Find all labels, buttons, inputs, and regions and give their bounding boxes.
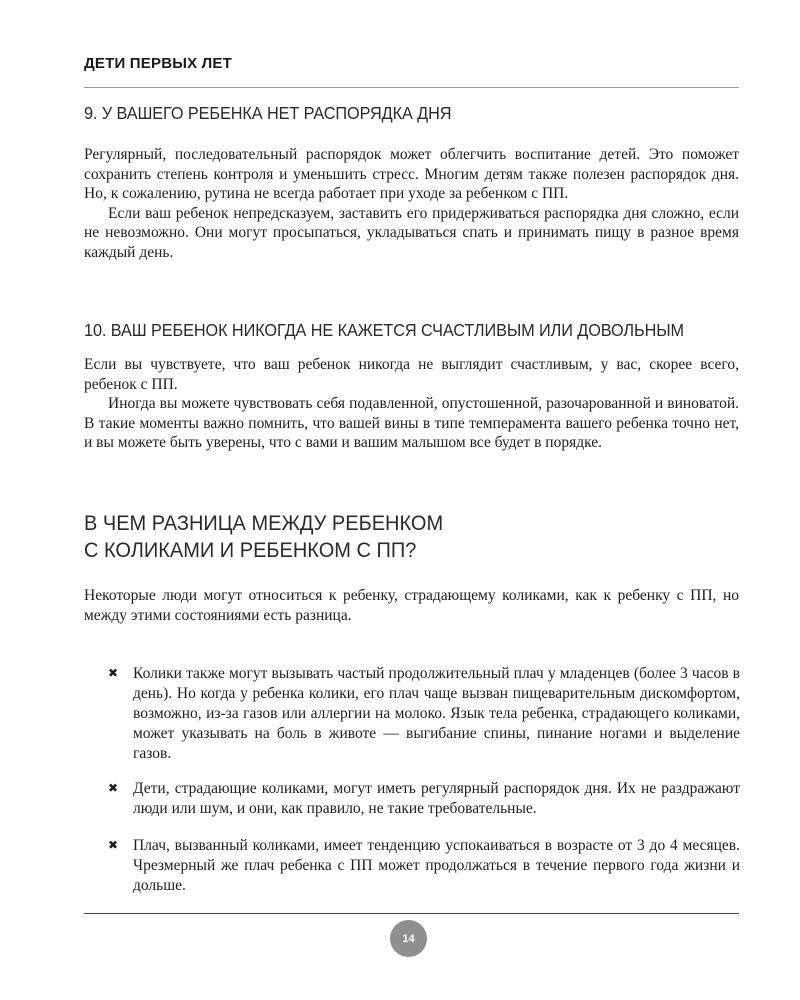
heading-line: В ЧЕМ РАЗНИЦА МЕЖДУ РЕБЕНКОМ bbox=[84, 511, 444, 535]
heading-line: С КОЛИКАМИ И РЕБЕНКОМ С ПП? bbox=[84, 538, 417, 562]
footer-divider bbox=[84, 913, 739, 914]
list-item bbox=[108, 779, 740, 819]
list-item bbox=[108, 664, 740, 764]
list-item-text: Колики также могут вызывать частый продолжительный плач у младенцев (более 3 часов в день). Но когда у ребенка колики, его плач чаще вызван пищеварительным дискомфортом, возможно, из-за газов или аллергии на молоко. Язык тела ребенка, страдающего коликами, может указывать на боль в животе — выгибание спины, пинание ногами и выделение газов. bbox=[133, 665, 740, 762]
cross-bullet-icon: ✖ bbox=[108, 781, 119, 795]
paragraph: Иногда вы можете чувствовать себя подавленной, опустошенной, разочарованной и виноватой. В такие моменты важно помнить, что вашей вины в типе темперамента вашего ребенка точно нет, и вы можете быть уверены, что с вами и вашим малышом все будет в порядке. bbox=[84, 395, 739, 451]
running-header: ДЕТИ ПЕРВЫХ ЛЕТ bbox=[84, 55, 232, 72]
header-divider bbox=[84, 87, 739, 88]
difference-heading bbox=[84, 510, 549, 564]
page-number-badge: 14 bbox=[390, 920, 427, 957]
cross-bullet-icon: ✖ bbox=[108, 838, 119, 852]
cross-bullet-icon: ✖ bbox=[108, 666, 119, 680]
list-item-text: Дети, страдающие коликами, могут иметь регулярный распорядок дня. Их не раздражают люди или шум, и они, как правило, не такие требовательные. bbox=[133, 780, 740, 817]
section-10-heading: 10. ВАШ РЕБЕНОК НИКОГДА НЕ КАЖЕТСЯ СЧАСТЛИВЫМ ИЛИ ДОВОЛЬНЫМ bbox=[84, 320, 685, 340]
paragraph: Если ваш ребенок непредсказуем, заставить его придерживаться распорядка дня сложно, если не невозможно. Они могут просыпаться, укладываться спать и принимать пищу в разное время каждый день. bbox=[84, 204, 739, 261]
difference-intro bbox=[84, 586, 739, 625]
section-9-heading: 9. У ВАШЕГО РЕБЕНКА НЕТ РАСПОРЯДКА ДНЯ bbox=[84, 103, 452, 123]
list-item-text: Плач, вызванный коликами, имеет тенденцию успокаиваться в возрасте от 3 до 4 месяцев. Чрезмерный же плач ребенка с ПП может продолжаться в течение первого года жизни и дольше. bbox=[133, 837, 740, 894]
section-10-body bbox=[84, 355, 739, 453]
paragraph: Если вы чувствуете, что ваш ребенок никогда не выглядит счастливым, у вас, скорее всего, ребенок с ПП. bbox=[84, 356, 739, 393]
list-item bbox=[108, 836, 740, 896]
section-9-body bbox=[84, 145, 739, 262]
paragraph: Некоторые люди могут относиться к ребенку, страдающему коликами, как к ребенку с ПП, но между этими состояниями есть разница. bbox=[84, 587, 739, 624]
paragraph: Регулярный, последовательный распорядок может облегчить воспитание детей. Это поможет сохранить степень контроля и уменьшить стресс. Многим детям также полезен распорядок дня. Но, к сожалению, рутина не всегда работает при уходе за ребенком с ПП. bbox=[84, 146, 739, 202]
